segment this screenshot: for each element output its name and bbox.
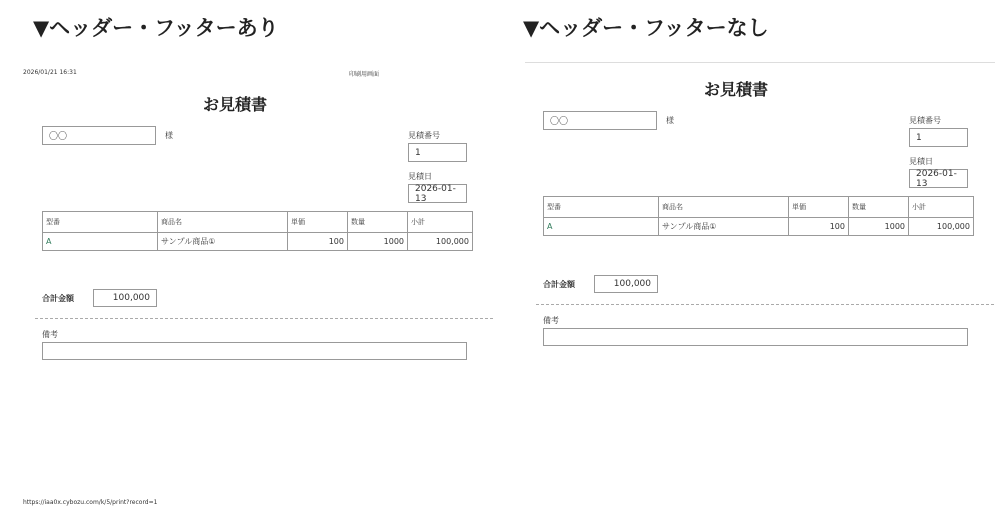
line-items-table [42, 211, 473, 251]
print-footer-url: https://iaa0x.cybozu.com/k/5/print?record=1 [23, 499, 158, 506]
cell-subtotal: 100,000 [909, 218, 974, 236]
estimate-number-field: 1 [408, 143, 467, 162]
total-amount-field: 100,000 [594, 275, 658, 293]
customer-name-field: 〇〇 [543, 111, 657, 130]
honorific-label: 様 [165, 131, 173, 140]
column-header-subtotal: 小計 [408, 212, 473, 233]
document-title: お見積書 [203, 95, 268, 114]
estimate-date-label: 見積日 [909, 157, 933, 166]
section-divider [35, 318, 493, 319]
estimate-number-label: 見積番号 [408, 131, 440, 140]
cell-subtotal: 100,000 [408, 233, 473, 251]
total-amount-label: 合計金額 [543, 280, 575, 289]
print-header-title: 印刷用画面 [349, 71, 380, 78]
cell-model: A [43, 233, 158, 251]
cell-product: サンプル商品① [158, 233, 288, 251]
column-header-model: 型番 [43, 212, 158, 233]
column-header-model: 型番 [544, 197, 659, 218]
remarks-label: 備考 [42, 330, 58, 339]
print-preview-without-header-footer [500, 0, 980, 530]
table-row [43, 233, 473, 251]
remarks-field [42, 342, 467, 360]
estimate-date-label: 見積日 [408, 172, 432, 181]
column-header-quantity: 数量 [348, 212, 408, 233]
cell-unit-price: 100 [789, 218, 849, 236]
table-header-row [544, 197, 974, 218]
page-top-edge [525, 62, 995, 63]
cell-unit-price: 100 [288, 233, 348, 251]
heading-without-header-footer: ▼ヘッダー・フッターなし [523, 16, 769, 40]
estimate-number-field: 1 [909, 128, 968, 147]
document-title: お見積書 [704, 80, 769, 99]
cell-quantity: 1000 [849, 218, 909, 236]
cell-model: A [544, 218, 659, 236]
section-divider [536, 304, 994, 305]
print-preview-with-header-footer [0, 0, 480, 530]
honorific-label: 様 [666, 116, 674, 125]
column-header-unit-price: 単価 [789, 197, 849, 218]
column-header-quantity: 数量 [849, 197, 909, 218]
table-row [544, 218, 974, 236]
estimate-date-field: 2026-01-13 [408, 184, 467, 203]
remarks-field [543, 328, 968, 346]
cell-quantity: 1000 [348, 233, 408, 251]
total-amount-label: 合計金額 [42, 294, 74, 303]
remarks-label: 備考 [543, 316, 559, 325]
estimate-date-field: 2026-01-13 [909, 169, 968, 188]
customer-name-field: 〇〇 [42, 126, 156, 145]
estimate-number-label: 見積番号 [909, 116, 941, 125]
table-header-row [43, 212, 473, 233]
cell-product: サンプル商品① [659, 218, 789, 236]
line-items-table [543, 196, 974, 236]
column-header-product: 商品名 [158, 212, 288, 233]
column-header-subtotal: 小計 [909, 197, 974, 218]
column-header-product: 商品名 [659, 197, 789, 218]
column-header-unit-price: 単価 [288, 212, 348, 233]
heading-with-header-footer: ▼ヘッダー・フッターあり [33, 16, 279, 40]
print-header-datetime: 2026/01/21 16:31 [23, 69, 77, 76]
total-amount-field: 100,000 [93, 289, 157, 307]
